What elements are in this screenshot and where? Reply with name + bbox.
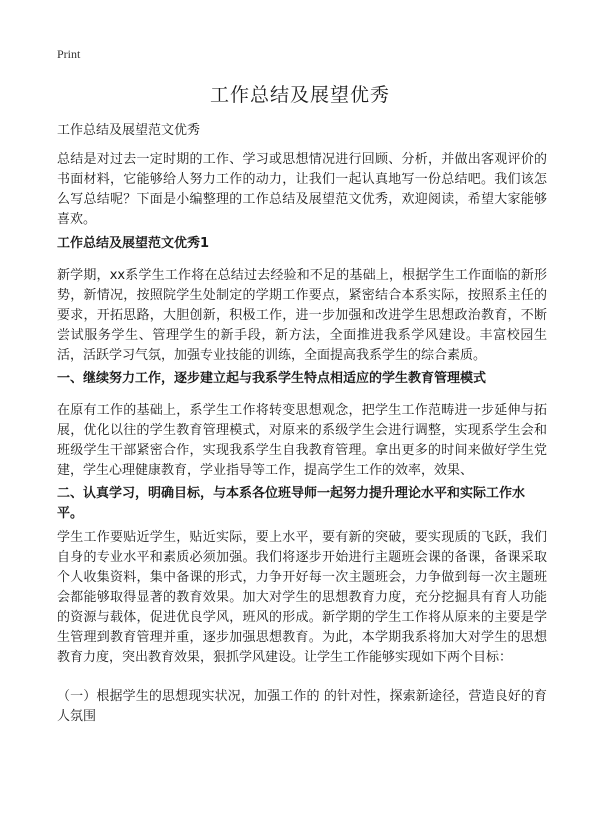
document-subtitle: 工作总结及展望范文优秀 [57, 123, 201, 138]
point2-paragraph: 学生工作要贴近学生，贴近实际，要上水平，要有新的突破，要实现质的飞跃，我们自身的专业水平和素质必须加强。我们将逐步开始进行主题班会课的备课，备课采取个人收集资料，集中备课的形式，力争开好每一次主题班会，力争做到每一次主题班会都能够取得显著的教育效果。加大对学生的思想教育力度，充分挖掘具有育人功能的资源与载体，促进优良学风，班风的形成。新学期的学生工作将从原来的主要是学生管理到教育管理并重，逐步加强思想教育。为此，本学期我系将加大对学生的思想教育力度，突出教育效果，狠抓学风建设。让学生工作能够实现如下两个目标： [57, 530, 547, 665]
intro-paragraph: 总结是对过去一定时期的工作、学习或思想情况进行回顾、分析，并做出客观评价的书面材料，它能够给人努力工作的动力，让我们一起认真地写一份总结吧。我们该怎么写总结呢？下面是小编整理的工作总结及展望范文优秀，欢迎阅读，希望大家能够喜欢。 [57, 152, 547, 227]
goal1-paragraph: （一）根据学生的思想现实状况，加强工作的 的针对性，探索新途径，营造良好的育人氛围 [57, 689, 547, 724]
point2-heading: 二、认真学习，明确目标，与本系各位班导师一起努力提升理论水平和实际工作水平。 [57, 486, 526, 521]
point1-heading: 一、继续努力工作，逐步建立起与我系学生特点相适应的学生教育管理模式 [57, 371, 487, 386]
section1-heading: 工作总结及展望范文优秀1 [57, 236, 210, 251]
page-title: 工作总结及展望优秀 [209, 84, 390, 106]
point1-paragraph: 在原有工作的基础上，系学生工作将转变思想观念，把学生工作范畴进一步延伸与拓展，优化以往的学生教育管理模式，对原来的系级学生会进行调整，实现系学生会和班级学生干部紧密合作，实现我系学生自我教育管理。拿出更多的时间来做好学生党建，学生心理健康教育，学业指导等工作，提高学生工作的效率，效果、 [57, 403, 547, 478]
print-link[interactable]: Print [57, 47, 81, 61]
section1-paragraph: 新学期，xx系学生工作将在总结过去经验和不足的基础上，根据学生工作面临的新形势，新情况，按照院学生处制定的学期工作要点，紧密结合本系实际，按照系主任的要求，开拓思路，大胆创新，积极工作，进一步加强和改进学生思想政治教育，不断尝试服务学生、管理学生的新手段，新方法，全面推进我系学风建设。丰富校园生活，活跃学习气氛，加强专业技能的训练，全面提高我系学生的综合素质。 [57, 268, 547, 363]
